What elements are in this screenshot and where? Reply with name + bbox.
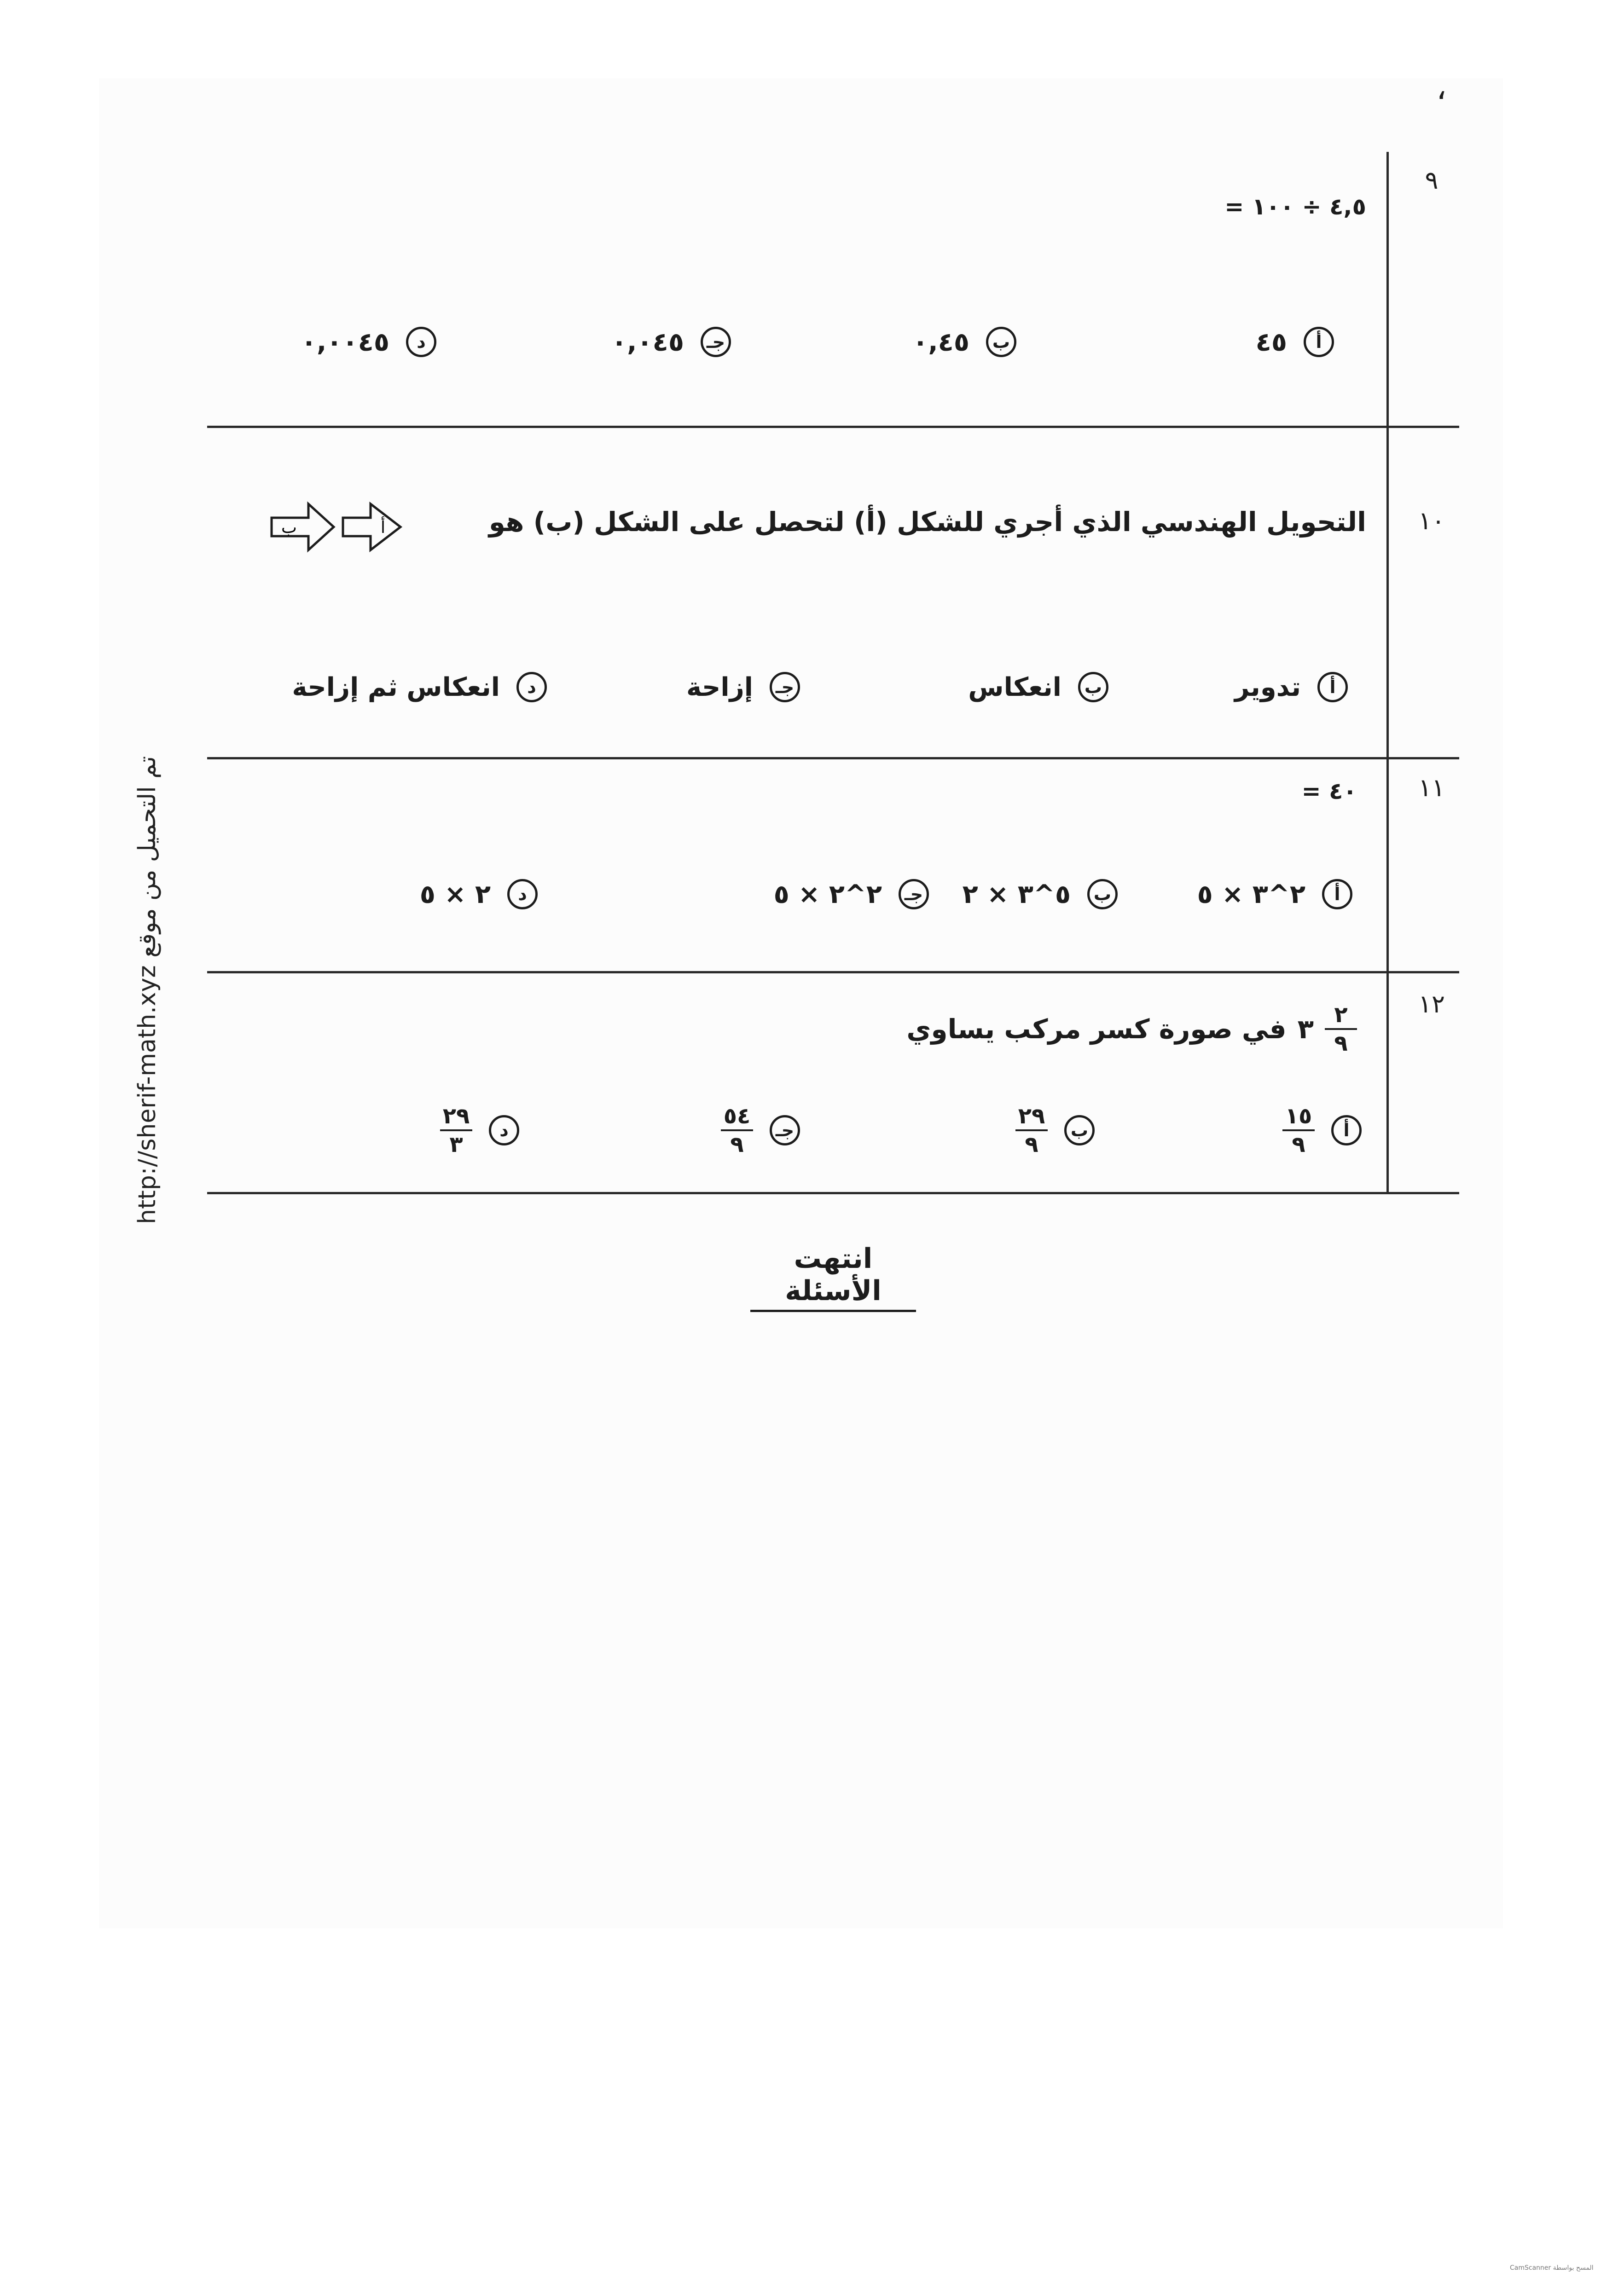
option-text: انعكاس	[968, 672, 1061, 702]
question-divider	[207, 971, 1459, 973]
option-badge: ب	[1087, 879, 1118, 909]
option-badge: ب	[986, 327, 1016, 357]
fraction-bar	[721, 1129, 753, 1131]
option-badge: أ	[1322, 879, 1352, 909]
shape-a-arrow	[343, 504, 400, 550]
numerator: ١٥	[1285, 1103, 1312, 1129]
fraction-bar	[1015, 1129, 1048, 1131]
numerator: ٥٤	[723, 1103, 751, 1129]
denominator: ٩	[1292, 1132, 1305, 1158]
option-a[interactable]	[1256, 327, 1334, 357]
option-fraction	[721, 1105, 753, 1157]
denominator: ٩	[730, 1132, 744, 1158]
option-text: تدوير	[1234, 672, 1301, 702]
option-c[interactable]	[686, 672, 800, 702]
stem-denominator: ٩	[1334, 1030, 1348, 1057]
question-divider	[207, 426, 1459, 428]
question-stem: التحويل الهندسي الذي أجري للشكل (أ) لتحصل على الشكل (ب) هو	[488, 506, 1366, 538]
number-column-divider	[1386, 152, 1389, 1192]
option-text: ٠,٤٥	[912, 327, 969, 357]
stem-text: في صورة كسر مركب يساوي	[906, 1013, 1287, 1045]
option-text: ٤٥	[1255, 327, 1287, 357]
fraction-bar	[1282, 1129, 1315, 1131]
arrow-shapes-figure	[267, 497, 405, 557]
fraction-bar	[1325, 1028, 1357, 1030]
stem-fraction	[1325, 1003, 1357, 1055]
option-badge: د	[516, 672, 547, 702]
numerator: ٢٩	[442, 1103, 470, 1129]
question-divider	[207, 1192, 1459, 1194]
option-badge: أ	[1331, 1115, 1362, 1145]
question-divider	[207, 757, 1459, 759]
denominator: ٣	[449, 1132, 463, 1158]
option-d[interactable]	[301, 327, 436, 357]
question-stem: ٤,٥ ÷ ١٠٠ =	[1224, 193, 1366, 220]
question-stem	[906, 1003, 1357, 1055]
option-fraction	[1282, 1105, 1315, 1157]
corner-mark: ،	[1436, 69, 1447, 107]
option-a[interactable]	[1197, 879, 1352, 909]
option-badge: جـ	[770, 672, 800, 702]
option-badge: جـ	[899, 879, 929, 909]
question-number: ١٢	[1418, 989, 1445, 1018]
option-text: انعكاس ثم إزاحة	[292, 672, 500, 702]
option-text: ٢^٣ × ٥	[1197, 879, 1305, 909]
option-text: إزاحة	[686, 672, 753, 702]
question-number: ٩	[1425, 166, 1438, 195]
question-stem: ٤٠ =	[1301, 778, 1357, 804]
end-of-questions-title: انتهت الأسئلة	[750, 1243, 916, 1312]
option-badge: جـ	[770, 1115, 800, 1145]
option-text: ٢^٢ × ٥	[773, 879, 882, 909]
numerator: ٢٩	[1018, 1103, 1045, 1129]
shape-b-label: ب	[281, 518, 297, 537]
option-b[interactable]	[912, 327, 1016, 357]
option-text: ٥^٣ × ٢	[962, 879, 1071, 909]
option-b[interactable]	[968, 672, 1108, 702]
stem-whole: ٣	[1297, 1013, 1314, 1045]
option-c[interactable]	[611, 327, 731, 357]
option-badge: د	[406, 327, 436, 357]
side-download-link: http://sherif-math.xyz تم التحميل من موقع	[133, 756, 161, 1224]
option-d[interactable]	[420, 879, 538, 909]
question-number: ١١	[1418, 773, 1445, 802]
option-d[interactable]	[292, 672, 547, 702]
option-badge: جـ	[701, 327, 731, 357]
option-text: ٠,٠٠٤٥	[301, 327, 389, 357]
option-badge: د	[507, 879, 538, 909]
option-c[interactable]	[721, 1105, 800, 1157]
option-d[interactable]	[440, 1105, 519, 1157]
fraction-bar	[440, 1129, 472, 1131]
option-badge: ب	[1078, 672, 1108, 702]
option-badge: د	[489, 1115, 519, 1145]
option-a[interactable]	[1282, 1105, 1362, 1157]
option-a[interactable]	[1235, 672, 1348, 702]
option-fraction	[440, 1105, 472, 1157]
option-badge: أ	[1317, 672, 1348, 702]
question-number: ١٠	[1418, 506, 1445, 535]
option-c[interactable]	[774, 879, 929, 909]
option-b[interactable]	[1015, 1105, 1095, 1157]
scanner-footer-mark: CamScanner المسح بواسطة	[1510, 2264, 1594, 2272]
denominator: ٩	[1025, 1132, 1038, 1158]
option-badge: أ	[1304, 327, 1334, 357]
stem-numerator: ٢	[1334, 1002, 1348, 1028]
option-text: ٢ × ٥	[419, 879, 491, 909]
shape-a-label: أ	[380, 518, 386, 537]
shape-b-arrow	[272, 504, 334, 550]
option-fraction	[1015, 1105, 1048, 1157]
option-text: ٠,٠٤٥	[611, 327, 684, 357]
option-b[interactable]	[963, 879, 1118, 909]
option-badge: ب	[1064, 1115, 1095, 1145]
